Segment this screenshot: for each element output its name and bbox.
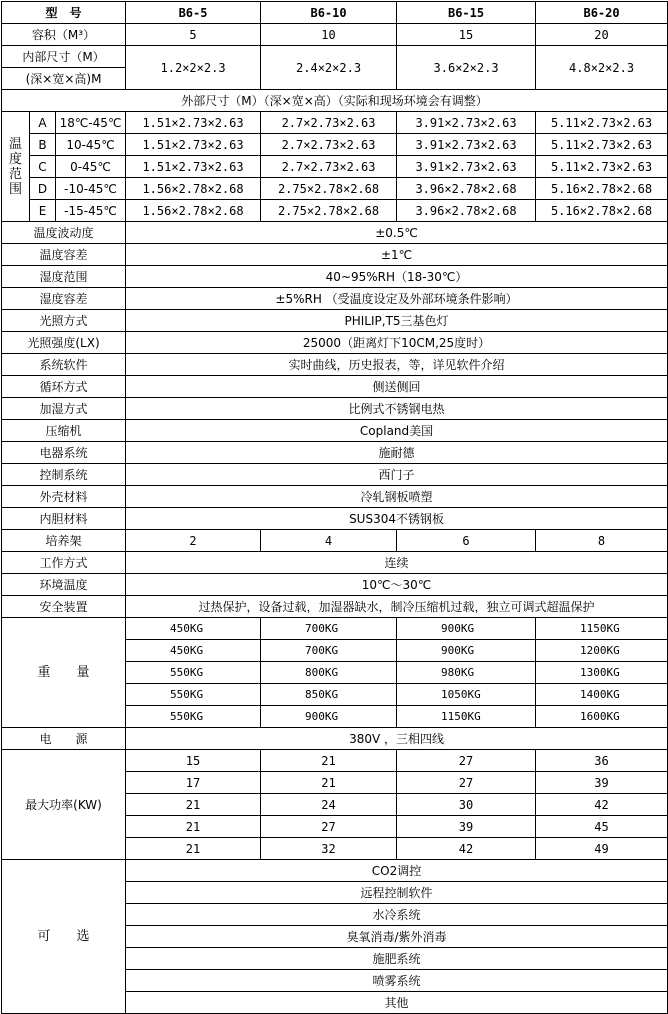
spec-value: 施耐德 — [126, 442, 668, 464]
temp-range-span: -15-45℃ — [56, 200, 126, 222]
inner-size-value: 4.8×2×2.3 — [536, 46, 668, 90]
spec-label: 加湿方式 — [2, 398, 126, 420]
temp-range-span: 18℃-45℃ — [56, 112, 126, 134]
spec-label: 工作方式 — [2, 552, 126, 574]
max-power-value: 21 — [261, 772, 397, 794]
temp-range-label: 温度范围 — [2, 112, 30, 222]
max-power-value: 27 — [261, 816, 397, 838]
max-power-value: 49 — [536, 838, 668, 860]
weight-value: 550KG — [126, 706, 261, 728]
spec-value: PHILIP,T5三基色灯 — [126, 310, 668, 332]
spec-label: 安全装置 — [2, 596, 126, 618]
table-row — [2, 354, 668, 376]
optional-item: 臭氧消毒/紫外消毒 — [126, 926, 668, 948]
outer-size-value: 2.7×2.73×2.63 — [261, 156, 397, 178]
weight-value: 900KG — [397, 618, 536, 640]
shelves-value: 4 — [261, 530, 397, 552]
weight-value: 1300KG — [536, 662, 668, 684]
outer-size-value: 3.96×2.78×2.68 — [397, 200, 536, 222]
max-power-value: 21 — [126, 794, 261, 816]
spec-label: 电器系统 — [2, 442, 126, 464]
table-row — [2, 530, 668, 552]
temp-range-code: D — [30, 178, 56, 200]
weight-value: 850KG — [261, 684, 397, 706]
table-row — [2, 618, 668, 640]
temp-range-span: 10-45℃ — [56, 134, 126, 156]
table-row — [2, 750, 668, 772]
spec-value: 连续 — [126, 552, 668, 574]
spec-value: 实时曲线，历史报表，等，详见软件介绍 — [126, 354, 668, 376]
max-power-label: 最大功率(KW) — [2, 750, 126, 860]
spec-label: 压缩机 — [2, 420, 126, 442]
optional-item: 远程控制软件 — [126, 882, 668, 904]
weight-value: 550KG — [126, 662, 261, 684]
spec-value: 25000（距离灯下10CM,25度时） — [126, 332, 668, 354]
inner-size-value: 3.6×2×2.3 — [397, 46, 536, 90]
max-power-value: 27 — [397, 772, 536, 794]
optional-item: 喷雾系统 — [126, 970, 668, 992]
model-header: B6-10 — [261, 2, 397, 24]
outer-size-value: 5.16×2.78×2.68 — [536, 178, 668, 200]
max-power-value: 30 — [397, 794, 536, 816]
weight-value: 550KG — [126, 684, 261, 706]
table-row — [2, 574, 668, 596]
outer-size-value: 3.91×2.73×2.63 — [397, 112, 536, 134]
max-power-value: 21 — [126, 838, 261, 860]
table-row — [2, 464, 668, 486]
power-supply-value: 380V ，三相四线 — [126, 728, 668, 750]
spec-value: 冷轧钢板喷塑 — [126, 486, 668, 508]
table-row — [2, 442, 668, 464]
max-power-value: 21 — [126, 816, 261, 838]
outer-size-value: 3.91×2.73×2.63 — [397, 156, 536, 178]
spec-label: 温度容差 — [2, 244, 126, 266]
outer-size-value: 1.56×2.78×2.68 — [126, 200, 261, 222]
volume-value: 20 — [536, 24, 668, 46]
table-row — [2, 552, 668, 574]
spec-label: 环境温度 — [2, 574, 126, 596]
max-power-value: 39 — [536, 772, 668, 794]
table-row — [2, 288, 668, 310]
outer-size-value: 5.11×2.73×2.63 — [536, 112, 668, 134]
table-row — [2, 24, 668, 46]
volume-value: 15 — [397, 24, 536, 46]
table-row — [2, 178, 668, 200]
temp-range-code: E — [30, 200, 56, 222]
max-power-value: 27 — [397, 750, 536, 772]
weight-value: 1150KG — [397, 706, 536, 728]
inner-size-value: 2.4×2×2.3 — [261, 46, 397, 90]
outer-size-value: 5.11×2.73×2.63 — [536, 156, 668, 178]
temp-range-span: -10-45℃ — [56, 178, 126, 200]
table-row — [2, 112, 668, 134]
shelves-value: 2 — [126, 530, 261, 552]
spec-label: 温度波动度 — [2, 222, 126, 244]
table-row — [2, 156, 668, 178]
weight-value: 1600KG — [536, 706, 668, 728]
table-row — [2, 332, 668, 354]
weight-value: 900KG — [261, 706, 397, 728]
outer-size-title: 外部尺寸（M）（深×宽×高）（实际和现场环境会有调整） — [2, 90, 668, 112]
outer-size-value: 2.7×2.73×2.63 — [261, 134, 397, 156]
max-power-value: 32 — [261, 838, 397, 860]
table-row — [2, 376, 668, 398]
volume-label: 容积（M³） — [2, 24, 126, 46]
outer-size-value: 2.7×2.73×2.63 — [261, 112, 397, 134]
volume-value: 10 — [261, 24, 397, 46]
max-power-value: 45 — [536, 816, 668, 838]
table-row — [2, 398, 668, 420]
model-header: B6-5 — [126, 2, 261, 24]
spec-table — [1, 1, 668, 1014]
spec-label: 光照方式 — [2, 310, 126, 332]
max-power-value: 36 — [536, 750, 668, 772]
max-power-value: 21 — [261, 750, 397, 772]
table-row — [2, 728, 668, 750]
spec-label: 湿度范围 — [2, 266, 126, 288]
spec-label: 控制系统 — [2, 464, 126, 486]
shelves-value: 8 — [536, 530, 668, 552]
spec-value: 40~95%RH（18-30℃） — [126, 266, 668, 288]
weight-value: 700KG — [261, 640, 397, 662]
table-row — [2, 420, 668, 442]
weight-value: 1050KG — [397, 684, 536, 706]
table-row — [2, 134, 668, 156]
model-header: B6-20 — [536, 2, 668, 24]
spec-value: 过热保护，设备过载，加湿器缺水，制冷压缩机过载，独立可调式超温保护 — [126, 596, 668, 618]
optional-item: 其他 — [126, 992, 668, 1014]
max-power-value: 42 — [536, 794, 668, 816]
spec-label: 外壳材料 — [2, 486, 126, 508]
max-power-value: 39 — [397, 816, 536, 838]
spec-value: 侧送侧回 — [126, 376, 668, 398]
inner-size-value: 1.2×2×2.3 — [126, 46, 261, 90]
temp-range-code: B — [30, 134, 56, 156]
weight-value: 800KG — [261, 662, 397, 684]
spec-value: ±5%RH （受温度设定及外部环境条件影响） — [126, 288, 668, 310]
inner-size-label-line2: (深×宽×高)M — [2, 68, 126, 90]
table-row — [2, 2, 668, 24]
outer-size-value: 1.56×2.78×2.68 — [126, 178, 261, 200]
max-power-value: 15 — [126, 750, 261, 772]
weight-value: 1150KG — [536, 618, 668, 640]
table-row — [2, 90, 668, 112]
outer-size-value: 5.16×2.78×2.68 — [536, 200, 668, 222]
table-row — [2, 200, 668, 222]
shelves-value: 6 — [397, 530, 536, 552]
spec-label: 循环方式 — [2, 376, 126, 398]
spec-label: 湿度容差 — [2, 288, 126, 310]
table-row — [2, 508, 668, 530]
spec-label: 内胆材料 — [2, 508, 126, 530]
outer-size-value: 1.51×2.73×2.63 — [126, 156, 261, 178]
outer-size-value: 1.51×2.73×2.63 — [126, 134, 261, 156]
weight-value: 980KG — [397, 662, 536, 684]
weight-value: 700KG — [261, 618, 397, 640]
table-row — [2, 266, 668, 288]
weight-value: 1400KG — [536, 684, 668, 706]
outer-size-value: 3.91×2.73×2.63 — [397, 134, 536, 156]
outer-size-value: 2.75×2.78×2.68 — [261, 200, 397, 222]
optional-item: 水冷系统 — [126, 904, 668, 926]
temp-range-span: 0-45℃ — [56, 156, 126, 178]
spec-value: ±0.5℃ — [126, 222, 668, 244]
spec-value: 比例式不锈钢电热 — [126, 398, 668, 420]
model-header-label: 型 号 — [2, 2, 126, 24]
spec-value: Copland美国 — [126, 420, 668, 442]
max-power-value: 24 — [261, 794, 397, 816]
outer-size-value: 5.11×2.73×2.63 — [536, 134, 668, 156]
inner-size-label-line1: 内部尺寸（M） — [2, 46, 126, 68]
max-power-value: 17 — [126, 772, 261, 794]
spec-value: SUS304不锈钢板 — [126, 508, 668, 530]
optional-item: 施肥系统 — [126, 948, 668, 970]
table-row — [2, 222, 668, 244]
weight-value: 450KG — [126, 618, 261, 640]
spec-label: 系统软件 — [2, 354, 126, 376]
power-supply-label: 电 源 — [2, 728, 126, 750]
table-row — [2, 310, 668, 332]
shelves-label: 培养架 — [2, 530, 126, 552]
temp-range-code: A — [30, 112, 56, 134]
table-row — [2, 860, 668, 882]
optional-label: 可 选 — [2, 860, 126, 1014]
temp-range-code: C — [30, 156, 56, 178]
weight-value: 900KG — [397, 640, 536, 662]
weight-label: 重 量 — [2, 618, 126, 728]
outer-size-value: 1.51×2.73×2.63 — [126, 112, 261, 134]
weight-value: 450KG — [126, 640, 261, 662]
outer-size-value: 2.75×2.78×2.68 — [261, 178, 397, 200]
model-header: B6-15 — [397, 2, 536, 24]
spec-value: 10℃～30℃ — [126, 574, 668, 596]
spec-value: ±1℃ — [126, 244, 668, 266]
max-power-value: 42 — [397, 838, 536, 860]
spec-value: 西门子 — [126, 464, 668, 486]
spec-label: 光照强度(LX) — [2, 332, 126, 354]
outer-size-value: 3.96×2.78×2.68 — [397, 178, 536, 200]
table-row — [2, 244, 668, 266]
table-row — [2, 46, 668, 68]
volume-value: 5 — [126, 24, 261, 46]
optional-item: CO2调控 — [126, 860, 668, 882]
table-row — [2, 596, 668, 618]
weight-value: 1200KG — [536, 640, 668, 662]
table-row — [2, 486, 668, 508]
